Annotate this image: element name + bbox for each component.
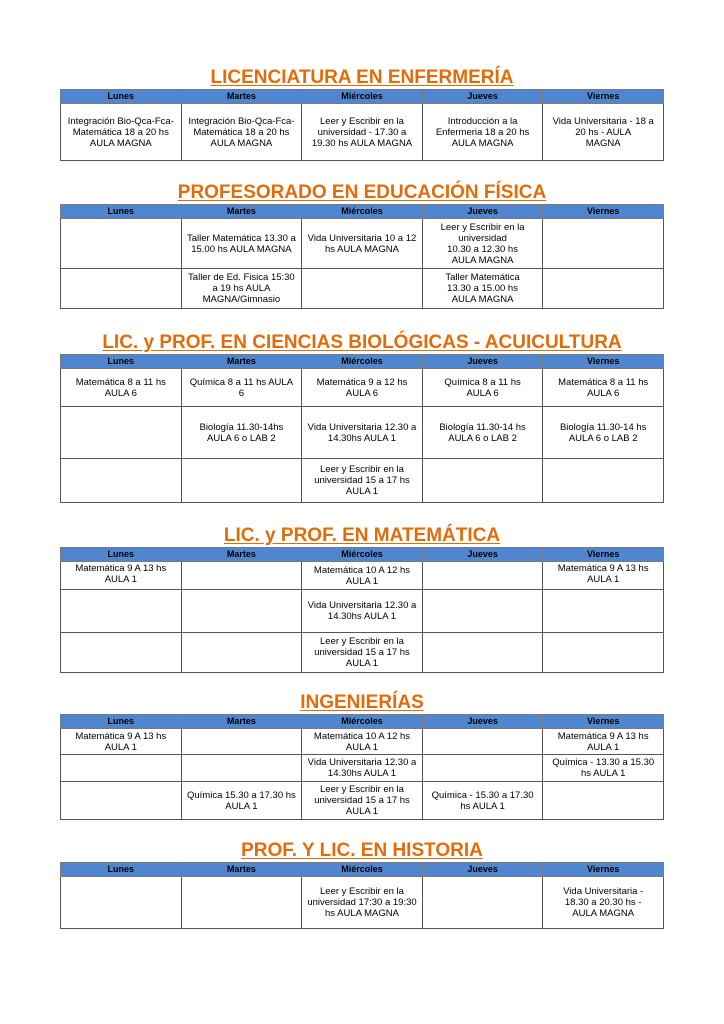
table-header-row xyxy=(61,90,664,104)
class-cell xyxy=(181,407,302,459)
class-text: Taller Matemática 13.30 a 15.00 hs AULA MAGNA xyxy=(187,232,296,255)
day-header: Jueves xyxy=(422,715,543,729)
table-row xyxy=(61,633,664,673)
day-header: Martes xyxy=(181,863,302,877)
class-cell xyxy=(61,782,182,820)
day-header: Martes xyxy=(181,355,302,369)
class-cell xyxy=(181,633,302,673)
class-cell xyxy=(422,407,543,459)
day-header: Viernes xyxy=(543,548,664,562)
class-text: Vida Universitaria 12.30 a 14.30hs AULA 1 xyxy=(307,757,417,779)
class-cell xyxy=(302,459,423,503)
day-header: Miércoles xyxy=(302,90,423,104)
section-title: PROFESORADO EN EDUCACIÓN FÍSICA xyxy=(177,182,547,203)
schedule-section xyxy=(60,840,664,929)
day-header: Lunes xyxy=(61,548,182,562)
day-header: Martes xyxy=(181,90,302,104)
class-cell xyxy=(422,562,543,590)
class-cell xyxy=(61,219,182,269)
class-text: Vida Universitaria 10 a 12 hs AULA MAGNA xyxy=(307,232,417,255)
day-header: Martes xyxy=(181,205,302,219)
class-text: Integración Bio-Qca-Fca- Matemática 18 a 20 hs AULA MAGNA xyxy=(67,115,174,149)
class-cell xyxy=(543,459,664,503)
table-row xyxy=(61,369,664,407)
section-title: LIC. y PROF. EN CIENCIAS BIOLÓGICAS - ACUICULTURA xyxy=(102,332,622,353)
class-cell xyxy=(543,407,664,459)
section-title: PROF. Y LIC. EN HISTORIA xyxy=(241,840,483,861)
class-cell xyxy=(543,729,664,755)
table-row xyxy=(61,407,664,459)
class-text: Biología 11.30-14 hs AULA 6 o LAB 2 xyxy=(559,421,647,444)
class-text: Biología 11.30-14 hs AULA 6 o LAB 2 xyxy=(439,421,526,444)
table-row xyxy=(61,459,664,503)
class-cell xyxy=(422,369,543,407)
class-text: Biología 11.30-14hs AULA 6 o LAB 2 xyxy=(199,421,284,444)
schedule-table xyxy=(60,714,664,820)
class-text: Química - 13.30 a 15.30 hs AULA 1 xyxy=(552,757,655,779)
day-header: Miércoles xyxy=(302,205,423,219)
class-text: Matemática 9 A 13 hs AULA 1 xyxy=(557,730,649,753)
class-cell xyxy=(543,562,664,590)
class-cell xyxy=(61,369,182,407)
class-cell xyxy=(543,104,664,161)
class-cell xyxy=(61,755,182,782)
class-cell xyxy=(543,269,664,309)
day-header: Viernes xyxy=(543,90,664,104)
class-text: Leer y Escribir en la universidad 15 a 17 hs AULA 1 xyxy=(314,636,410,669)
table-row xyxy=(61,729,664,755)
day-header: Jueves xyxy=(422,90,543,104)
class-cell xyxy=(422,755,543,782)
class-cell xyxy=(61,877,182,929)
day-header: Miércoles xyxy=(302,863,423,877)
day-header: Jueves xyxy=(422,548,543,562)
class-cell xyxy=(181,269,302,309)
class-cell xyxy=(181,782,302,820)
class-text: Matemática 9 A 13 hs AULA 1 xyxy=(75,730,167,753)
schedule-table xyxy=(60,354,664,503)
class-cell xyxy=(181,219,302,269)
table-header-row xyxy=(61,863,664,877)
day-header: Miércoles xyxy=(302,355,423,369)
class-text: Química - 15.30 a 17.30 hs AULA 1 xyxy=(431,789,534,812)
class-cell xyxy=(422,590,543,633)
class-cell xyxy=(543,369,664,407)
class-cell xyxy=(302,562,423,590)
class-text: Matemática 9 A 13 hs AULA 1 xyxy=(75,563,167,585)
schedule-section xyxy=(60,525,664,673)
table-row xyxy=(61,104,664,161)
section-title: LIC. y PROF. EN MATEMÁTICA xyxy=(223,525,501,546)
table-row xyxy=(61,269,664,309)
class-cell xyxy=(302,104,423,161)
class-text: Química 8 a 11 hs AULA 6 xyxy=(444,376,521,399)
table-header-row xyxy=(61,355,664,369)
class-cell xyxy=(302,407,423,459)
class-cell xyxy=(181,877,302,929)
class-cell xyxy=(61,633,182,673)
class-cell xyxy=(302,219,423,269)
class-text: Leer y Escribir en la universidad 15 a 17 hs AULA 1 xyxy=(314,784,410,817)
class-text: Química 15.30 a 17.30 hs AULA 1 xyxy=(186,789,296,812)
class-cell xyxy=(543,590,664,633)
class-text: Taller Matemática 13.30 a 15.00 hs AULA MAGNA xyxy=(445,272,520,305)
table-row xyxy=(61,219,664,269)
day-header: Viernes xyxy=(543,863,664,877)
schedule-table xyxy=(60,862,664,929)
class-cell xyxy=(543,219,664,269)
section-title: LICENCIATURA EN ENFERMERÍA xyxy=(210,67,514,88)
class-text: Vida Universitaria 12.30 a 14.30hs AULA 1 xyxy=(307,421,417,444)
day-header: Miércoles xyxy=(302,715,423,729)
class-cell xyxy=(422,877,543,929)
class-text: Taller de Ed. Fisica 15:30 a 19 hs AULA MAGNA/Gimnasio xyxy=(188,272,295,305)
day-header: Jueves xyxy=(422,863,543,877)
class-cell xyxy=(302,755,423,782)
class-text: Matemática 9 a 12 hs AULA 6 xyxy=(316,376,408,399)
class-text: Matemática 8 a 11 hs AULA 6 xyxy=(75,376,166,399)
schedule-section xyxy=(60,182,664,309)
class-text: Leer y Escribir en la universidad 10.30 a 12.30 hs AULA MAGNA xyxy=(440,221,525,266)
table-row xyxy=(61,755,664,782)
day-header: Martes xyxy=(181,715,302,729)
table-header-row xyxy=(61,548,664,562)
schedule-section xyxy=(60,332,664,503)
day-header: Jueves xyxy=(422,205,543,219)
class-cell xyxy=(422,219,543,269)
class-cell xyxy=(422,782,543,820)
day-header: Lunes xyxy=(61,863,182,877)
class-cell xyxy=(302,633,423,673)
table-row xyxy=(61,590,664,633)
day-header: Jueves xyxy=(422,355,543,369)
class-cell xyxy=(543,633,664,673)
class-cell xyxy=(543,877,664,929)
class-cell xyxy=(181,369,302,407)
day-header: Viernes xyxy=(543,205,664,219)
class-text: Vida Universitaria - 18 a 20 hs - AULA MAGNA xyxy=(552,115,654,149)
class-cell xyxy=(302,877,423,929)
section-title: INGENIERÍAS xyxy=(300,692,424,713)
class-cell xyxy=(543,782,664,820)
class-text: Vida Universitaria - 18.30 a 20.30 hs - AULA MAGNA xyxy=(563,886,644,919)
class-cell xyxy=(61,590,182,633)
table-row xyxy=(61,877,664,929)
class-text: Introducción a la Enfermeria 18 a 20 hs AULA MAGNA xyxy=(435,115,530,149)
schedule-table xyxy=(60,547,664,673)
class-text: Matemática 10 A 12 hs AULA 1 xyxy=(313,730,411,753)
day-header: Lunes xyxy=(61,205,182,219)
class-cell xyxy=(302,729,423,755)
class-cell xyxy=(302,590,423,633)
class-cell xyxy=(61,407,182,459)
class-cell xyxy=(181,729,302,755)
class-text: Química 8 a 11 hs AULA 6 xyxy=(189,376,294,399)
class-text: Leer y Escribir en la universidad - 17.30 a 19.30 hs AULA MAGNA xyxy=(311,115,413,149)
class-cell xyxy=(422,104,543,161)
class-text: Vida Universitaria 12.30 a 14.30hs AULA 1 xyxy=(307,600,417,622)
day-header: Lunes xyxy=(61,715,182,729)
class-cell xyxy=(61,562,182,590)
table-row xyxy=(61,782,664,820)
class-cell xyxy=(181,590,302,633)
day-header: Viernes xyxy=(543,715,664,729)
class-text: Integración Bio-Qca-Fca- Matemática 18 a 20 hs AULA MAGNA xyxy=(188,115,295,149)
class-text: Leer y Escribir en la universidad 17:30 a 19:30 hs AULA MAGNA xyxy=(307,886,417,919)
class-cell xyxy=(61,729,182,755)
table-header-row xyxy=(61,715,664,729)
class-cell xyxy=(181,755,302,782)
class-text: Matemática 10 A 12 hs AULA 1 xyxy=(313,564,411,587)
class-text: Matemática 8 a 11 hs AULA 6 xyxy=(558,376,649,399)
day-header: Viernes xyxy=(543,355,664,369)
class-cell xyxy=(61,269,182,309)
schedule-section xyxy=(60,692,664,820)
class-text: Matemática 9 A 13 hs AULA 1 xyxy=(557,563,649,585)
day-header: Lunes xyxy=(61,355,182,369)
class-cell xyxy=(181,562,302,590)
schedule-section xyxy=(60,67,664,161)
class-cell xyxy=(422,459,543,503)
class-cell xyxy=(61,459,182,503)
class-cell xyxy=(422,269,543,309)
day-header: Miércoles xyxy=(302,548,423,562)
day-header: Martes xyxy=(181,548,302,562)
class-cell xyxy=(61,104,182,161)
schedule-table xyxy=(60,89,664,161)
class-cell xyxy=(422,729,543,755)
class-text: Leer y Escribir en la universidad 15 a 17 hs AULA 1 xyxy=(314,464,410,497)
table-row xyxy=(61,562,664,590)
class-cell xyxy=(422,633,543,673)
class-cell xyxy=(302,269,423,309)
class-cell xyxy=(181,104,302,161)
class-cell xyxy=(302,369,423,407)
schedule-table xyxy=(60,204,664,309)
class-cell xyxy=(181,459,302,503)
class-cell xyxy=(302,782,423,820)
day-header: Lunes xyxy=(61,90,182,104)
table-header-row xyxy=(61,205,664,219)
class-cell xyxy=(543,755,664,782)
